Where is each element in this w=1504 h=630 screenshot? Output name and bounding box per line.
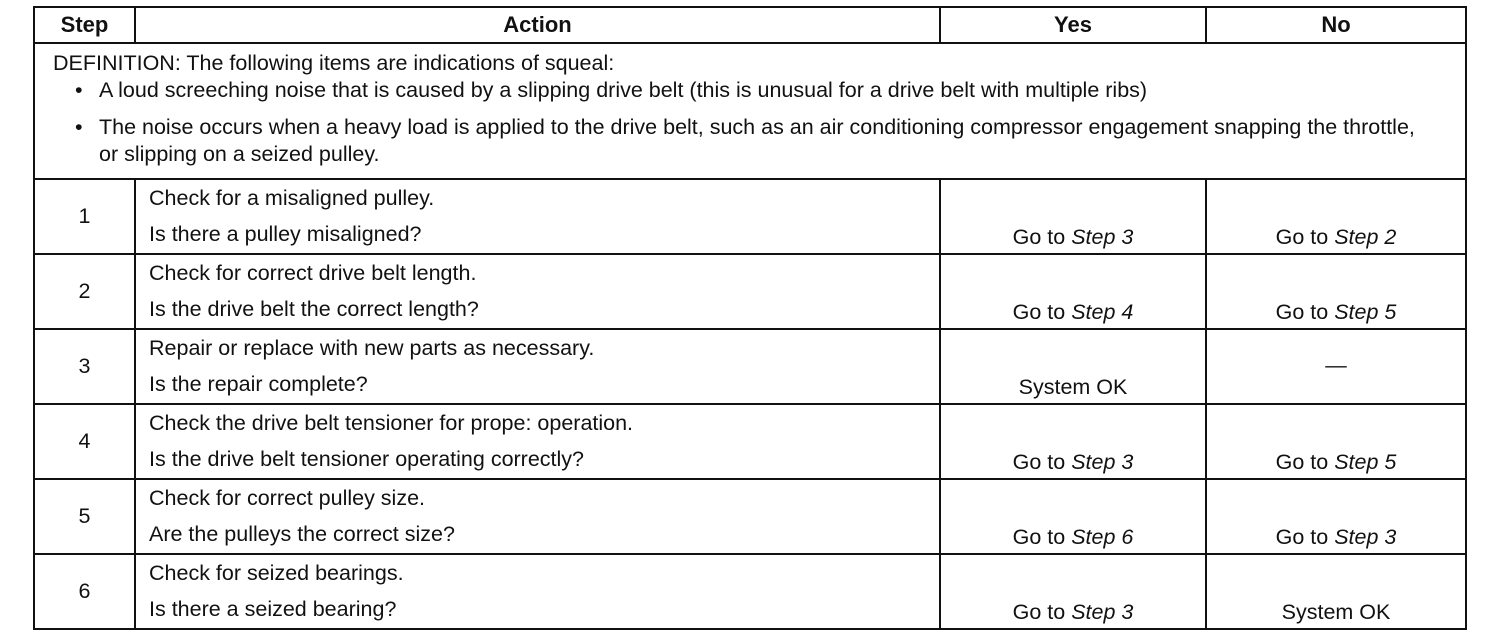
definition-item <box>53 114 1465 168</box>
definition-list <box>53 77 1465 168</box>
step-number: 6 <box>34 554 135 629</box>
go-to-prefix: Go to <box>1012 600 1072 624</box>
go-to-prefix: Go to <box>1275 450 1335 474</box>
step-question: Is the repair complete? <box>149 372 368 396</box>
yes-cell <box>940 404 1206 479</box>
yes-step-link[interactable]: Step 3 <box>1071 450 1134 474</box>
step-question: Is the drive belt tensioner operating correctly? <box>149 447 585 471</box>
no-cell <box>1206 254 1466 329</box>
step-row <box>34 254 1466 329</box>
header-no: No <box>1206 7 1466 43</box>
no-cell <box>1206 479 1466 554</box>
go-to-prefix: Go to <box>1012 450 1072 474</box>
step-action: Check for a misaligned pulley. <box>149 186 435 210</box>
definition-row <box>34 43 1466 179</box>
yes-step-link[interactable]: Step 6 <box>1071 525 1134 549</box>
no-cell <box>1206 404 1466 479</box>
go-to-prefix: Go to <box>1275 525 1335 549</box>
step-question: Is there a pulley misaligned? <box>149 222 422 246</box>
no-result-dash: — <box>1325 352 1347 377</box>
yes-cell <box>940 254 1206 329</box>
step-row <box>34 329 1466 404</box>
step-number: 1 <box>34 179 135 254</box>
step-question: Is the drive belt the correct length? <box>149 297 479 321</box>
step-row <box>34 554 1466 629</box>
no-step-link[interactable]: Step 5 <box>1334 300 1397 324</box>
diagnostic-table <box>33 6 1467 630</box>
step-action-cell <box>135 404 940 479</box>
definition-item-text: A loud screeching noise that is caused by a slipping drive belt (this is unusual for a drive belt with multiple ribs) <box>99 78 1148 102</box>
step-action-cell <box>135 329 940 404</box>
step-number: 5 <box>34 479 135 554</box>
yes-cell <box>940 479 1206 554</box>
header-action: Action <box>135 7 940 43</box>
no-step-link[interactable]: Step 5 <box>1334 450 1397 474</box>
yes-step-link[interactable]: Step 3 <box>1071 225 1134 249</box>
no-cell <box>1206 179 1466 254</box>
header-yes: Yes <box>940 7 1206 43</box>
step-row <box>34 479 1466 554</box>
step-action-cell <box>135 179 940 254</box>
yes-cell <box>940 179 1206 254</box>
no-cell <box>1206 554 1466 629</box>
go-to-prefix: Go to <box>1012 300 1072 324</box>
header-step: Step <box>34 7 135 43</box>
go-to-prefix: Go to <box>1275 300 1335 324</box>
no-cell <box>1206 329 1466 404</box>
bullet-icon: • <box>75 78 83 102</box>
no-result-text: System OK <box>1281 600 1391 624</box>
step-action: Repair or replace with new parts as necessary. <box>149 336 595 360</box>
definition-item-text: The noise occurs when a heavy load is applied to the drive belt, such as an air conditioning compressor engagement snapping the throttle, or slipping on a seized pulley. <box>99 115 1415 166</box>
step-row <box>34 179 1466 254</box>
yes-cell <box>940 329 1206 404</box>
step-question: Is there a seized bearing? <box>149 597 397 621</box>
go-to-prefix: Go to <box>1012 225 1072 249</box>
step-action: Check for correct drive belt length. <box>149 261 477 285</box>
definition-item <box>53 77 1465 104</box>
step-number: 3 <box>34 329 135 404</box>
step-action-cell <box>135 554 940 629</box>
step-action: Check for seized bearings. <box>149 561 404 585</box>
no-step-link[interactable]: Step 2 <box>1334 225 1397 249</box>
go-to-prefix: Go to <box>1012 525 1072 549</box>
no-step-link[interactable]: Step 3 <box>1334 525 1397 549</box>
step-action: Check for correct pulley size. <box>149 486 426 510</box>
step-action-cell <box>135 254 940 329</box>
yes-step-link[interactable]: Step 3 <box>1071 600 1134 624</box>
definition-cell <box>34 43 1466 179</box>
step-number: 2 <box>34 254 135 329</box>
step-action-cell <box>135 479 940 554</box>
step-row <box>34 404 1466 479</box>
header-row <box>34 7 1466 43</box>
yes-result-text: System OK <box>1018 375 1128 399</box>
bullet-icon: • <box>75 115 83 139</box>
definition-heading: DEFINITION: The following items are indications of squeal: <box>53 51 615 75</box>
yes-cell <box>940 554 1206 629</box>
step-question: Are the pulleys the correct size? <box>149 522 455 546</box>
yes-step-link[interactable]: Step 4 <box>1071 300 1134 324</box>
step-number: 4 <box>34 404 135 479</box>
go-to-prefix: Go to <box>1275 225 1335 249</box>
step-action: Check the drive belt tensioner for prope: operation. <box>149 411 634 435</box>
